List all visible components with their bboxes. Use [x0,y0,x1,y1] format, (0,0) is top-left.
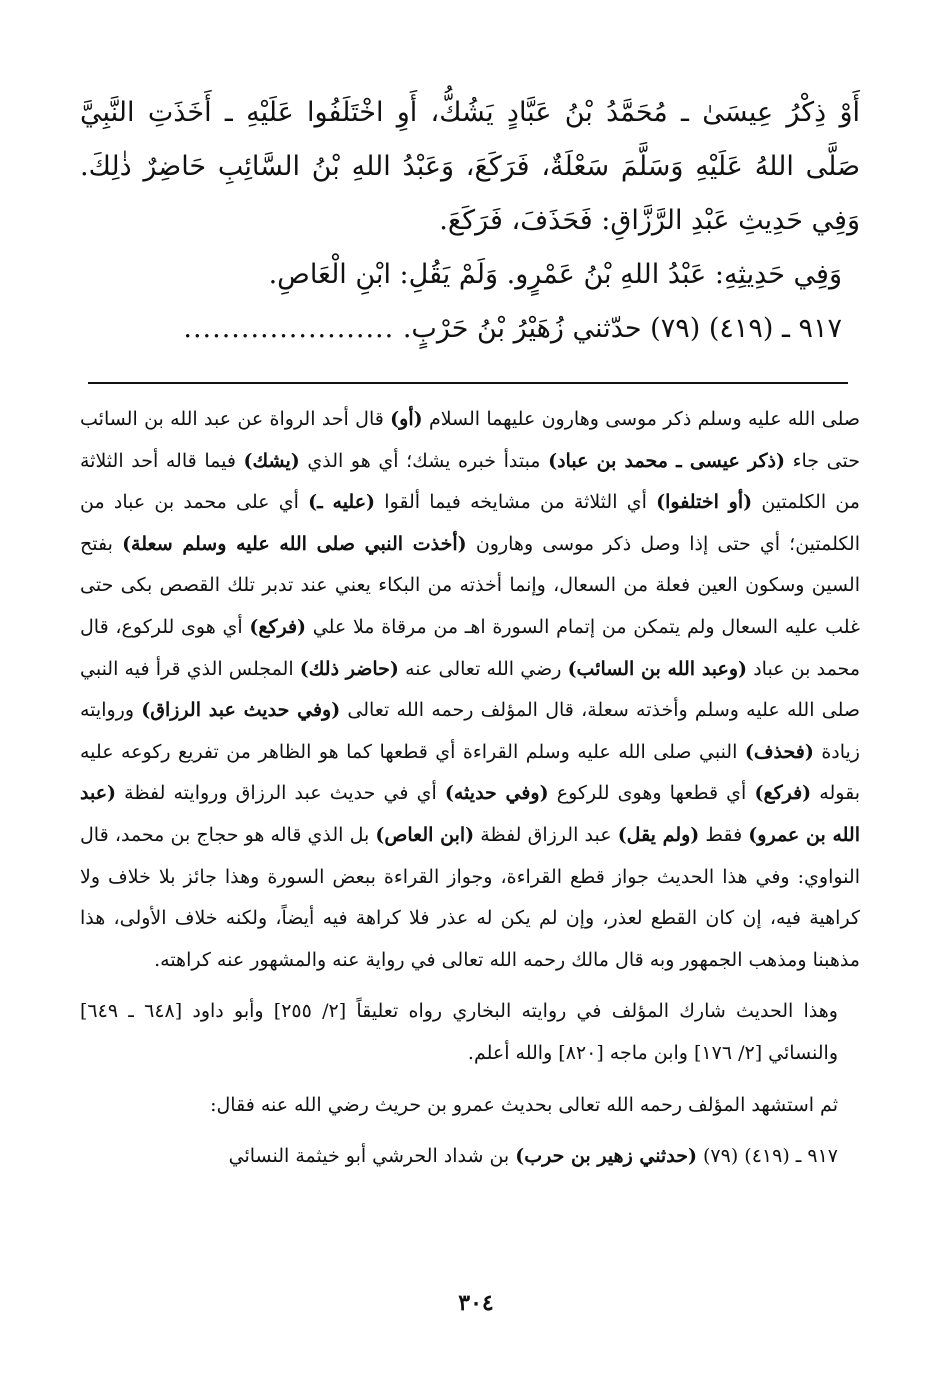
bold-quote: (فحذف) [744,740,814,763]
hadith-number: ٩١٧ ـ (٤١٩) (٧٩) [696,1145,838,1168]
commentary-paragraph-4 [80,1136,860,1178]
bold-quote: (أو اختلفوا) [656,491,753,514]
commentary-text [80,399,860,1178]
commentary-text-run: مبتدأ خبره يشك؛ أي هو الذي [299,449,549,472]
commentary-text-run: رضي الله تعالى عنه [398,657,568,680]
bold-quote: (ابن العاص) [375,823,475,846]
commentary-text-run: بل الذي قاله هو حجاج بن محمد، قال النواوي: وفي هذا الحديث جواز قطع القراءة، وجواز القراءة ببعض السورة وهذا جائز بلا خلاف ولا كراهية فيه، إن كان القطع لعذر، وإن لم يكن له عذر فلا كراهة فيه أيضاً، ولكنه خلاف الأولى، هذا مذهبنا ومذهب الجمهور وبه قال مالك رحمه الله تعالى في رواية عنه والمشهور عنه كراهته. [80,823,860,971]
commentary-text-run: المجلس الذي قرأ فيه النبي صلى الله عليه وسلم وأخذته سعلة، قال المؤلف رحمه الله تعالى [80,657,860,722]
commentary-text-run: بن شداد الحرشي أبو خيثمة النسائي [228,1145,516,1168]
commentary-paragraph-1 [80,399,860,981]
hadith-text [80,86,860,356]
bold-quote: (عليه ـ) [308,491,376,514]
commentary-text-run: بفتح السين وسكون العين فعلة من السعال، وإنما أخذته من البكاء يعني عند تدبر تلك القصص بكى حتى غلب عليه السعال ولم يتمكن من إتمام السورة اهـ من مرقاة ملا علي [80,532,860,638]
commentary-text-run: وروايته زيادة [80,699,860,763]
commentary-text-run: النبي صلى الله عليه وسلم القراءة أي قطعها كما هو الظاهر من تفريع ركوعه عليه بقوله [80,740,861,805]
hadith-paragraph-2: وَفِي حَدِيثِهِ: عَبْدُ اللهِ بْنُ عَمْرٍو. وَلَمْ يَقُلِ: ابْنِ الْعَاصِ. [268,259,842,290]
bold-quote: (وفي حديثه) [444,782,549,805]
hadith-paragraph-1: أَوْ ذِكْرُ عِيسَىٰ ـ مُحَمَّدُ بْنُ عَبَّادٍ يَشُكُّ، أَوِ اخْتَلَفُوا عَلَيْهِ ـ أَخَذَتِ النَّبِيَّ صَلَّى اللهُ عَلَيْهِ وَسَلَّمَ سَعْلَةٌ، فَرَكَعَ، وَعَبْدُ اللهِ بْنُ السَّائِبِ حَاضِرٌ ذٰلِكَ. وَفِي حَدِيثِ عَبْدِ الرَّزَّاقِ: فَحَذَفَ، فَرَكَعَ. [80,97,860,236]
commentary-text-run: فقط [699,823,749,846]
bold-quote: (ولم يقل) [617,823,700,846]
commentary-text-run: أي قطعها وهوى للركوع [548,782,755,805]
bold-quote: (أخذت النبي صلى الله عليه وسلم سعلة) [122,532,467,555]
bold-quote: (يشك) [243,449,300,472]
commentary-paragraph-2: وهذا الحديث شارك المؤلف في روايته البخاري رواه تعليقاً [٢/ ٢٥٥] وأبو داود [٦٤٨ ـ ٦٤٩] والنسائي [٢/ ١٧٦] وابن ماجه [٨٢٠] والله أعلم. [80,1000,838,1064]
commentary-text-run: قال أحد الرواة عن عبد الله بن السائب حتى جاء [80,408,860,472]
bold-quote: (فركع) [754,782,812,805]
bold-quote: (فركع) [249,615,307,638]
commentary-text-run: أي في حديث عبد الرزاق وروايته لفظة [116,782,445,805]
bold-quote: (حاضر ذلك) [299,657,399,680]
commentary-text-run: أي الثلاثة من مشايخه فيما ألقوا [375,491,657,514]
bold-quote: (ذكر عيسى ـ محمد بن عباد) [548,449,785,472]
commentary-text-run: أي على محمد بن عباد من الكلمتين؛ أي حتى إذا وصل ذكر موسى وهارون [80,491,860,555]
footnote-divider [88,382,848,384]
bold-quote: (أو) [390,408,423,430]
hadith-number-line: ٩١٧ ـ (٤١٩) (٧٩) حدّثني زُهَيْرُ بْنُ حَرْبٍ. [402,313,842,344]
hadith-paragraph-3 [80,302,860,356]
bold-quote: (عبد الله بن عمرو) [80,782,860,846]
page-number: ٣٠٤ [458,1290,494,1316]
commentary-text-run: فيما قاله أحد الثلاثة من الكلمتين [80,449,860,514]
dotted-leader: ...................... [183,313,395,344]
commentary-text-run: عبد الرزاق لفظة [474,823,618,846]
bold-quote: (وفي حديث عبد الرزاق) [141,699,341,722]
bold-quote: (وعبد الله بن السائب) [567,657,748,680]
commentary-paragraph-3: ثم استشهد المؤلف رحمه الله تعالى بحديث عمرو بن حريث رضي الله عنه فقال: [210,1093,838,1116]
commentary-text-run: أي هوى للركوع، قال محمد بن عباد [80,615,860,680]
bold-quote: (حدثني زهير بن حرب) [515,1145,697,1168]
commentary-text-run: صلى الله عليه وسلم ذكر موسى وهارون عليهما السلام [422,408,860,430]
